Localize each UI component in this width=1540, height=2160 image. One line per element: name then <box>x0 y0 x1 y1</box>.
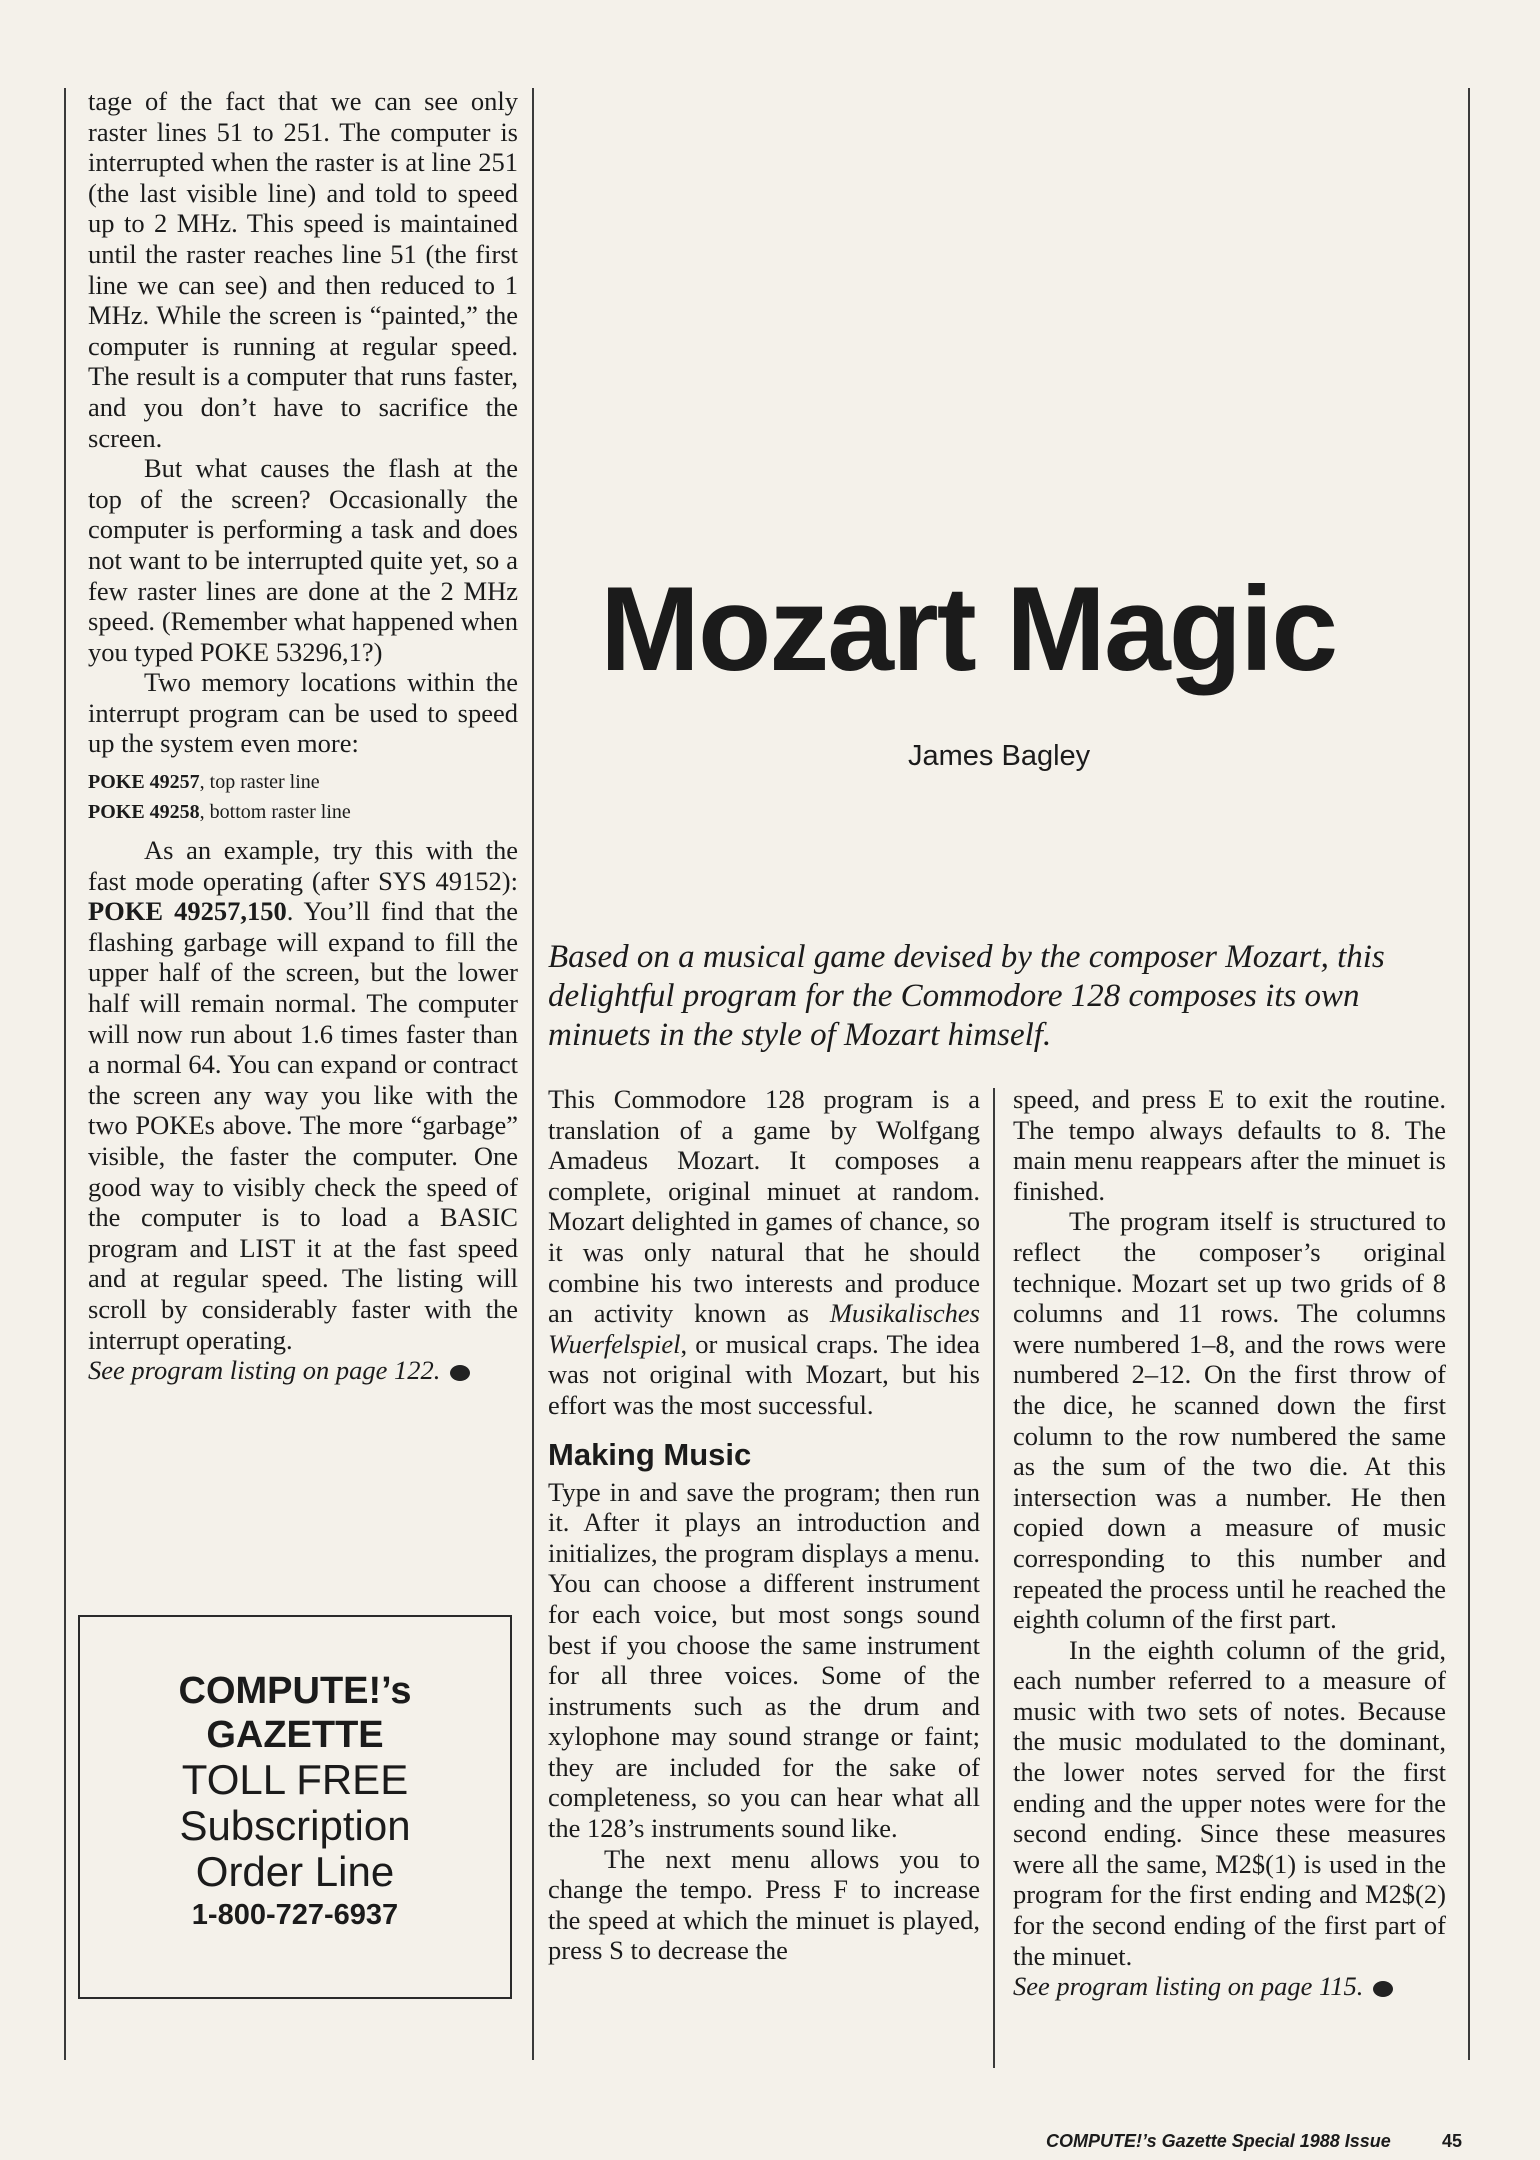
ad-brand-line-1: COMPUTE!’s <box>178 1670 412 1712</box>
middle-paragraph-1-text-a: This Commodore 128 program is a translation of a game by Wolfgang Amadeus Mozart. It composes a complete, original minuet at random. Mozart delighted in games of chance, so it was only natural that he should combine his two interests and produce an activity known as <box>548 1084 980 1329</box>
left-column <box>88 86 518 1386</box>
ad-toll-free: TOLL FREE <box>181 1756 409 1803</box>
left-paragraph-4 <box>88 835 518 1355</box>
right-margin-rule <box>1468 88 1470 2060</box>
middle-paragraph-2: Type in and save the program; then run it. After it plays an introduction and initializes, the program displays a menu. You can choose a different instrument for each voice, but most songs sound best if you choose the same instrument for all three voices. Some of the instruments such as the drum and xylophone may sound strange or faint; they are included for the sake of completeness, so you can hear what all the 128’s instruments sound like. <box>548 1476 980 1844</box>
article-intro: Based on a musical game devised by the composer Mozart, this delightful program for the Commodore 128 composes its own minuets in the style of Mozart himself. <box>548 939 1385 1053</box>
code-line-1-description: , top raster line <box>199 771 320 794</box>
left-paragraph-2: But what causes the flash at the top of the screen? Occasionally the computer is performing a task and does not want to be interrupted quite yet, so a few raster lines are done at the 2 MHz speed. (Remember what happened when you typed POKE 53296,1?) <box>88 453 518 667</box>
left-paragraph-3: Two memory locations within the interrupt program can be used to speed up the system even more: <box>88 667 518 759</box>
code-line-2-command: POKE 49258 <box>88 801 200 824</box>
code-line-1-command: POKE 49257 <box>88 771 200 794</box>
left-paragraph-4-poke: POKE 49257,150 <box>88 896 287 927</box>
middle-paragraph-3: The next menu allows you to change the tempo. Press F to increase the speed at which the minuet is played, press S to decrease the <box>548 1843 980 1966</box>
middle-column-divider-rule <box>993 1088 995 2068</box>
code-line-2-description: , bottom raster line <box>199 801 351 824</box>
article-title: Mozart Magic <box>600 562 1337 696</box>
page-number: 45 <box>1442 2131 1463 2151</box>
right-paragraph-1: speed, and press E to exit the routine. The tempo always defaults to 8. The main menu reappears after the minuet is finished. <box>1013 1084 1446 1206</box>
ad-subscription: Subscription <box>179 1802 411 1849</box>
footer-publication: COMPUTE!’s Gazette Special 1988 Issue <box>1046 2131 1391 2151</box>
section-heading: Making Music <box>548 1436 752 1472</box>
middle-paragraph-1-italic: Musikalisches Wuerfelspiel <box>548 1298 980 1359</box>
subscription-ad-box <box>78 1615 512 1999</box>
left-paragraph-4-text-b: . You’ll find that the flashing garbage will expand to fill the upper half of the screen, but the lower half will remain normal. The computer will now run about 1.6 times faster than a normal 64. You can expand or contract the screen any way you like with the two POKEs above. The more “garbage” visible, the faster the computer. One good way to visibly check the speed of the computer is to load a BASIC program and LIST it at the fast speed and at regular speed. The listing will scroll by considerably faster with the interrupt operating. <box>88 896 518 1355</box>
right-see-listing-text: See program listing on page 115. <box>1013 1971 1364 2002</box>
article-author: James Bagley <box>908 740 1091 772</box>
code-line-2 <box>88 797 518 827</box>
right-see-listing <box>1013 1971 1446 2002</box>
ad-order-line: Order Line <box>195 1848 395 1895</box>
left-margin-rule <box>64 88 66 2060</box>
left-see-listing <box>88 1355 518 1386</box>
middle-paragraph-1 <box>548 1084 980 1421</box>
right-paragraph-2: The program itself is structured to reflect the composer’s original technique. Mozart set up two grids of 8 columns and 11 rows. The columns were numbered 1–8, and the rows were numbered 2–12. On the first throw of the dice, he scanned down the first column to the row numbered the same as the sum of the two die. At this intersection was a number. He then copied down a measure of music corresponding to this number and repeated the process until he reached the eighth column of the first part. <box>1013 1206 1446 1635</box>
left-paragraph-4-text-a: As an example, try this with the fast mode operating (after SYS 49152): <box>88 835 518 896</box>
left-see-listing-text: See program listing on page 122. <box>88 1355 441 1386</box>
code-line-1 <box>88 767 518 797</box>
ad-brand-line-2: GAZETTE <box>206 1714 384 1756</box>
middle-paragraph-1-text-b: , or musical craps. The idea was not original with Mozart, but his effort was the most successful. <box>548 1328 980 1420</box>
column-divider-rule <box>532 88 534 2060</box>
right-column <box>1013 1084 1446 2002</box>
end-of-article-icon <box>450 1365 470 1381</box>
ad-phone-number: 1-800-727-6937 <box>191 1899 399 1931</box>
middle-column <box>548 1084 980 1966</box>
end-of-article-icon <box>1373 1981 1393 1997</box>
left-paragraph-1: tage of the fact that we can see only raster lines 51 to 251. The computer is interrupted when the raster is at line 251 (the last visible line) and told to speed up to 2 MHz. This speed is maintained until the raster reaches line 51 (the first line we can see) and then reduced to 1 MHz. While the screen is “painted,” the computer is running at regular speed. The result is a computer that runs faster, and you don’t have to sacrifice the screen. <box>88 86 518 453</box>
right-paragraph-3: In the eighth column of the grid, each number referred to a measure of music with two sets of notes. Because the music modulated to the dominant, the lower notes served for the first ending and the upper notes were for the second ending. Since these measures were all the same, M2$(1) is used in the program for the first ending and M2$(2) for the second ending of the first part of the minuet. <box>1013 1634 1446 1971</box>
